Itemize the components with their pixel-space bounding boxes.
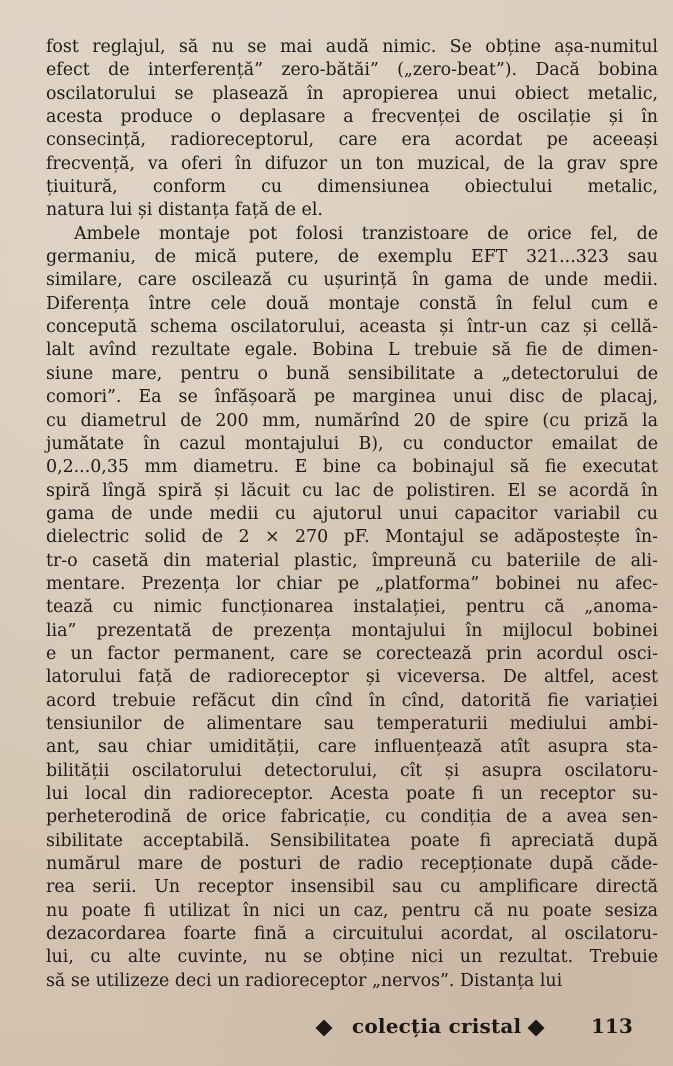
diamond-ornament-right-icon	[528, 1020, 545, 1037]
text-line: dielectric solid de 2 × 270 pF. Montajul se adăpostește în-	[46, 527, 658, 548]
text-line: natura lui și distanța față de el.	[46, 200, 323, 221]
text-line: gama de unde medii cu ajutorul unui capacitor variabil cu	[46, 503, 658, 524]
text-line: lui local din radioreceptor. Acesta poate fi un receptor su-	[46, 784, 658, 804]
text-line: consecință, radioreceptorul, care era acordat pe aceeași	[46, 130, 658, 151]
text-line: perheterodină de orice fabricație, cu condiția de a avea sen-	[46, 807, 658, 828]
text-line: țiuitură, conform cu dimensiunea obiectului metalic,	[46, 177, 658, 198]
text-line: rea serii. Un receptor insensibil sau cu amplificare directă	[46, 877, 658, 898]
text-line: fost reglajul, să nu se mai audă nimic. Se obține așa-numitul	[46, 37, 658, 57]
text-line: dezacordarea foarte fină a circuitului acordat, al oscilatoru-	[46, 924, 658, 945]
diamond-ornament-left-icon	[316, 1020, 333, 1037]
text-line: tează cu nimic funcționarea instalației, pentru că „anoma-	[46, 597, 658, 618]
text-line: spiră lîngă spiră și lăcuit cu lac de polistiren. El se acordă în	[46, 480, 658, 501]
text-line: bilității oscilatorului detectorului, cît și asupra oscilatoru-	[46, 760, 658, 781]
text-line: lia” prezentată de prezența montajului în mijlocul bobinei	[46, 620, 658, 641]
text-line: e un factor permanent, care se corectează prin acordul osci-	[46, 643, 658, 664]
text-line: cu diametrul de 200 mm, numărînd 20 de spire (cu priză la	[46, 410, 658, 431]
text-line: efect de interferență” zero-bătăi” („zero-beat”). Dacă bobina	[46, 60, 658, 81]
text-line: sibilitate acceptabilă. Sensibilitatea poate fi apreciată după	[46, 830, 658, 851]
text-line: acesta produce o deplasare a frecvenței de oscilație și în	[46, 107, 658, 128]
page-footer	[0, 1014, 673, 1044]
text-line: germaniu, de mică putere, de exemplu EFT 321...323 sau	[46, 247, 658, 268]
text-line: Ambele montaje pot folosi tranzistoare de orice fel, de	[74, 223, 658, 244]
page-number: 113	[591, 1014, 633, 1038]
text-line: lalt avînd rezultate egale. Bobina L trebuie să fie de dimen-	[46, 340, 658, 361]
text-line: 0,2...0,35 mm diametru. E bine ca bobinajul să fie executat	[46, 457, 658, 478]
text-line: lui, cu alte cuvinte, nu se obține nici un rezultat. Trebuie	[46, 947, 658, 968]
text-line: mentare. Prezența lor chiar pe „platforma” bobinei nu afec-	[46, 573, 658, 594]
text-line: tr-o casetă din material plastic, împreună cu bateriile de ali-	[46, 550, 658, 571]
text-line: acord trebuie refăcut din cînd în cînd, datorită fie variației	[46, 690, 658, 711]
text-line: latorului față de radioreceptor și viceversa. De altfel, acest	[46, 667, 658, 688]
paragraph	[46, 223, 658, 993]
text-line: Diferența între cele două montaje constă în felul cum e	[46, 293, 658, 314]
text-line: tensiunilor de alimentare sau temperaturii mediului ambi-	[46, 713, 658, 734]
series-title: colecția cristal	[352, 1014, 522, 1038]
text-line: ant, sau chiar umidității, care influențează atît asupra sta-	[46, 737, 658, 758]
text-line: jumătate în cazul montajului B), cu conductor emailat de	[46, 433, 658, 454]
text-line: numărul mare de posturi de radio recepționate după căde-	[46, 854, 658, 875]
text-line: siune mare, pentru o bună sensibilitate a „detectorului de	[46, 363, 658, 384]
text-line: similare, care oscilează cu ușurință în gama de unde medii.	[46, 270, 658, 291]
text-line: frecvență, va oferi în difuzor un ton muzical, de la grav spre	[46, 153, 658, 174]
text-line: oscilatorului se plasează în apropierea unui obiect metalic,	[46, 83, 658, 104]
paragraph	[46, 36, 658, 223]
text-line: nu poate fi utilizat în nici un caz, pentru că nu poate sesiza	[46, 900, 658, 921]
text-line: să se utilizeze deci un radioreceptor „nervos”. Distanța lui	[46, 970, 563, 991]
body-text	[46, 36, 658, 993]
text-line: concepută schema oscilatorului, aceasta și într-un caz și cellă-	[46, 317, 658, 338]
text-line: comori”. Ea se înfășoară pe marginea unui disc de placaj,	[46, 387, 658, 408]
